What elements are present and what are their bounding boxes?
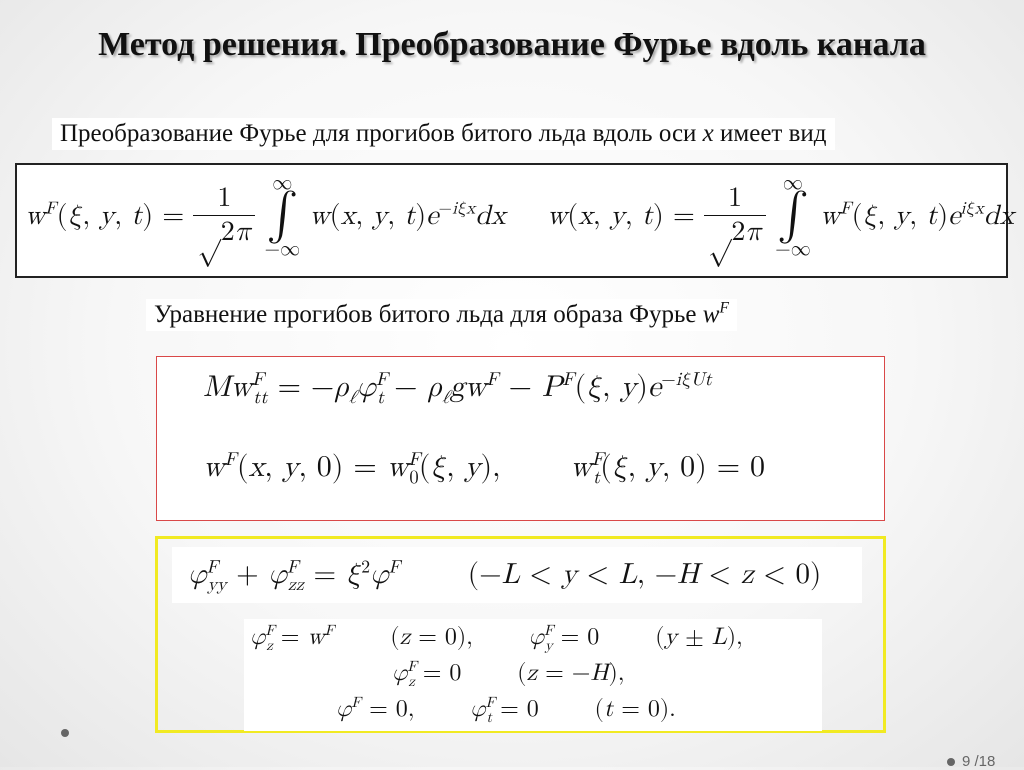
boundary-condition-surface: $\varphi^F_z = w^F$ (z = 0), $\varphi^F_y = 0$ (y ± L), [250,623,743,653]
equation-caption-var: w [702,301,720,328]
helmholtz-equation-row [172,547,862,603]
boundary-conditions [244,619,822,731]
page-total: /18 [974,753,996,770]
ice-deflection-equation-box [156,356,885,521]
equation-caption-sup: F [719,299,729,317]
ice-deflection-equation: $Mw^F_{tt} = -\rho_\ell\varphi^F_t - \rho_\ell gw^F - P^F(\xi$, $y)e^{-i\xi Ut}$ [203,370,712,407]
boundary-condition-initial: $\varphi^F = 0$, $\varphi^F_t = 0$ (t = 0). [336,695,676,725]
fourier-caption-tail: имеет вид [720,120,827,147]
initial-conditions: $w^F(x$, y, $0) = w^F_0(\xi$, y), $w^F_t(\xi$, y, 0) = 0 [203,450,766,487]
fourier-transform-box [15,163,1015,278]
inverse-transform-formula: w(x, y, t) = $\frac{1}{√2\pi}$ ∞ ∫ −∞ $w^F(\xi$, y, $t)e^{i\xi x}dx$ [547,173,1015,259]
fourier-caption-var: x [702,120,714,147]
equation-caption-text: Уравнение прогибов битого льда для образа Фурье [154,301,697,328]
prev-slide-dot-icon[interactable] [61,729,69,737]
boundary-condition-bottom: $\varphi^F_z = 0$ (z = −H), [392,659,625,689]
slide-title: Метод решения. Преобразование Фурье вдоль канала [98,26,926,63]
equation-caption [146,299,737,331]
fourier-caption-text: Преобразование Фурье для прогибов битого льда вдоль оси [60,120,697,147]
forward-transform-formula: $w^F(\xi$, y, t) = $\frac{1}{√2\pi}$ ∞ ∫ −∞ w(x, y, $t)e^{-i\xi x}dx$ [25,173,506,259]
next-slide-dot-icon[interactable] [947,758,955,766]
fluid-potential-box [155,536,886,733]
page-current: 9 [962,753,971,770]
fourier-caption [52,118,835,150]
page-indicator [962,753,995,770]
helmholtz-equation: $\varphi^F_{yy} + \varphi^F_{zz} = \xi^2\varphi^F$ (−L < y < L, −H < z < 0) [188,559,822,594]
